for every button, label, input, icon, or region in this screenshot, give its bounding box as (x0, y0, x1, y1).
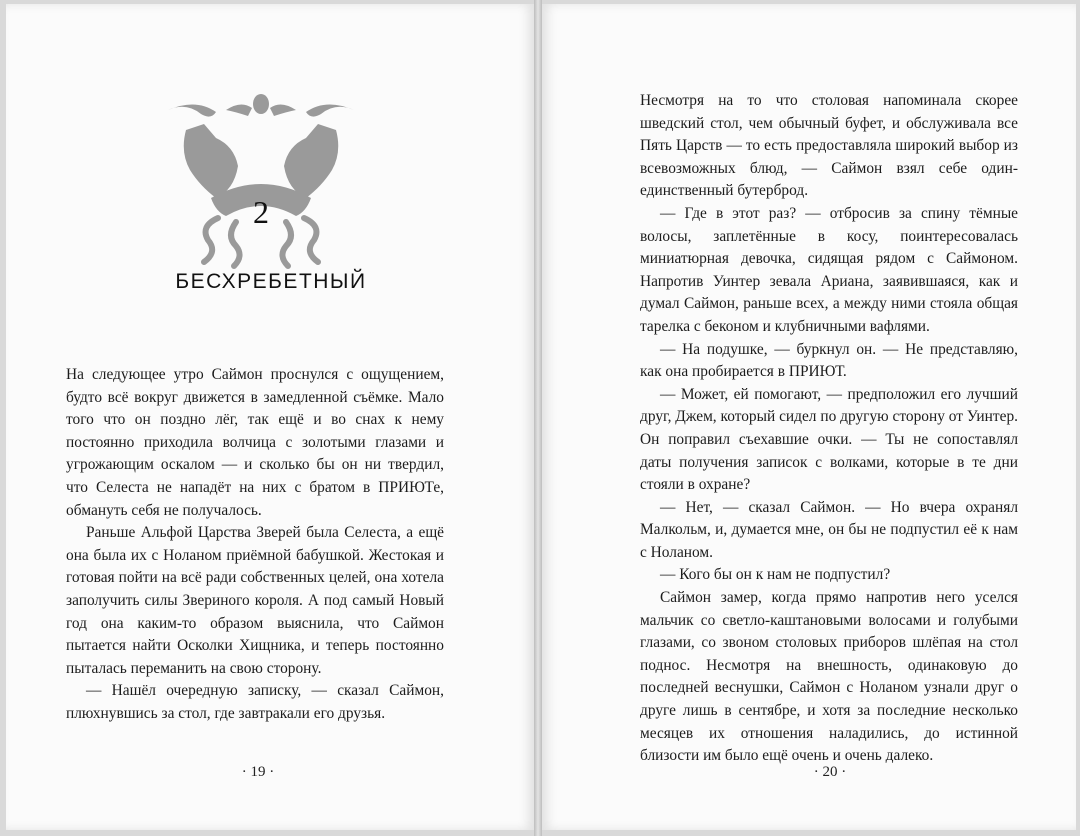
paragraph: — Нашёл очередную записку, — сказал Саймон, плюхнувшись за стол, где завтракали его друзья. (66, 682, 444, 722)
paragraph: — Кого бы он к нам не подпустил? (660, 566, 891, 584)
paragraph: — Где в этот раз? — отбросив за спину тёмные волосы, заплетённые в косу, поинтересовалась миниатюрная девочка, сидящая рядом с Саймоном. Напротив Уинтер зевала Ариана, заявившаяся, как и думал Саймон, раньше всех, а между ними стояла общая тарелка с беконом и клубничными вафлями. (640, 204, 1018, 335)
book-gutter (534, 0, 542, 836)
left-page (6, 4, 534, 830)
paragraph: Несмотря на то что столовая напоминала скорее шведский стол, чем обычный буфет, и обслуживала все Пять Царств — то есть предоставляла широкий выбор из всевозможных блюд, — Саймон взял себе один-единственный бутерброд. (640, 92, 1018, 200)
page-number-left: · 19 · (241, 764, 275, 780)
paragraph: — На подушке, — буркнул он. — Не представляю, как она пробирается в ПРИЮТ. (640, 340, 1018, 381)
chapter-emblem-icon (156, 90, 366, 270)
left-body-text (66, 364, 444, 726)
chapter-number: 2 (253, 194, 269, 230)
page-number-right: · 20 · (813, 764, 847, 780)
paragraph: Саймон замер, когда прямо напротив него уселся мальчик со светло-каштановыми волосами и голубыми глазами, со звоном столовых приборов шлёпая на стол поднос. Несмотря на внешность, одинаковую до последней веснушки, Саймон с Ноланом узнали друг о друге лишь в сентябре, и хотя за последние несколько месяцев их отношения наладились, до истинной близости им было ещё очень и очень далеко. (640, 589, 1018, 765)
chapter-title: БЕСХРЕБЕТНЫЙ (175, 270, 367, 293)
paragraph: — Нет, — сказал Саймон. — Но вчера охранял Малкольм, и, думается мне, он бы не подпустил её к нам с Ноланом. (640, 498, 1018, 561)
paragraph: На следующее утро Саймон проснулся с ощущением, будто всё вокруг движется в замедленной съёмке. Мало того что он поздно лёг, так ещё и во снах к нему постоянно приходила волчица с золотыми глазами и угрожающим оскалом — и сколько бы он ни твердил, что Селеста не нападёт на них с братом в ПРИЮТе, обмануть себя не получалось. (66, 366, 444, 519)
paragraph: — Может, ей помогают, — предположил его лучший друг, Джем, который сидел по другую сторону от Уинтер. Он поправил съехавшие очки. — Ты не сопоставлял даты получения записок с волками, которые в те дни стояли в охране? (640, 385, 1018, 494)
paragraph: Раньше Альфой Царства Зверей была Селеста, а ещё она была их с Ноланом приёмной бабушкой. Жестокая и готовая пойти на всё ради собственных целей, она хотела заполучить силы Звериного короля. А под самый Новый год она каким-то образом выяснила, что Саймон пытается найти Осколки Хищника, и теперь постоянно пыталась переманить на свою сторону. (66, 524, 444, 677)
right-body-text (640, 90, 1018, 768)
right-page (542, 4, 1076, 830)
